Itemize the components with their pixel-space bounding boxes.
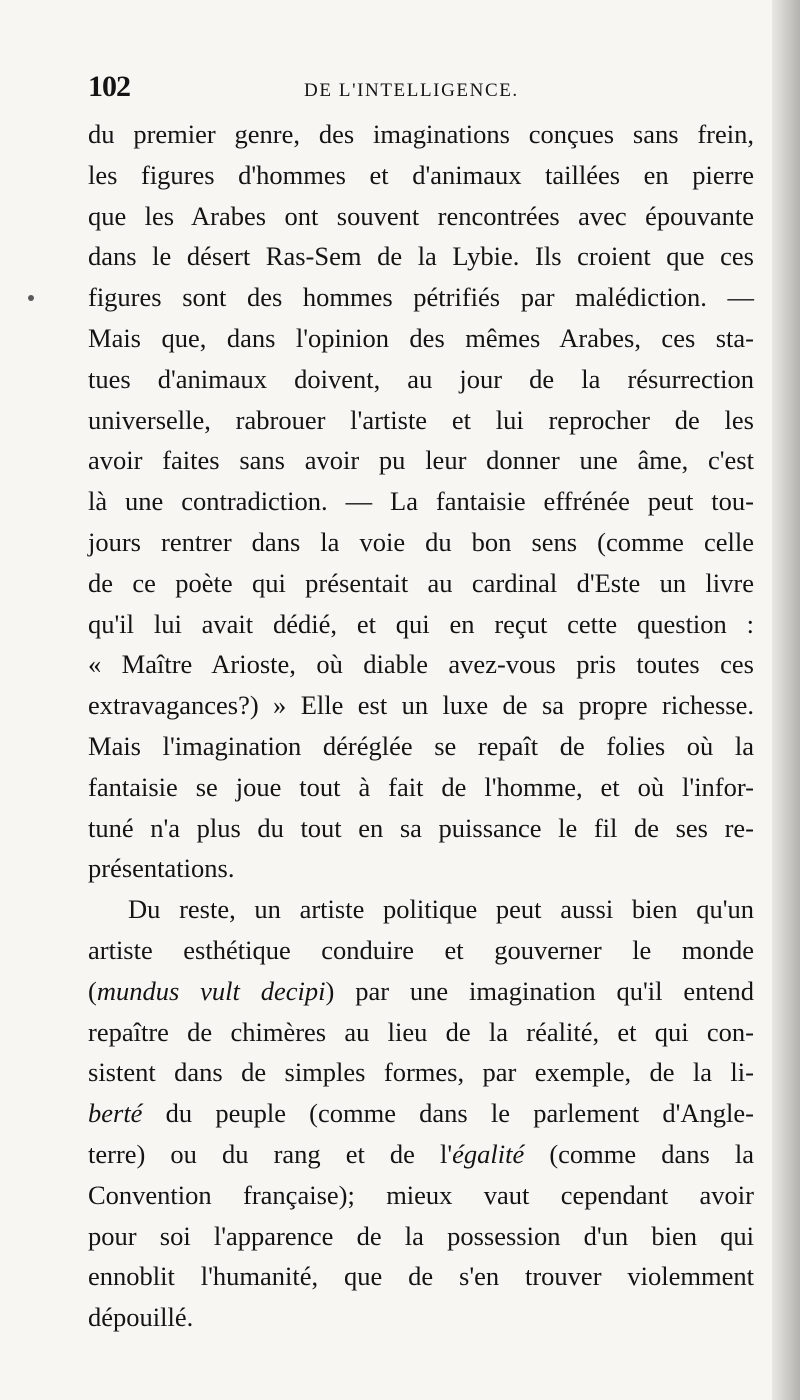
page-number: 102 xyxy=(88,70,130,103)
text-line: tuné n'a plus du tout en sa puissance le fil de ses re- xyxy=(88,812,754,843)
text-line: tues d'animaux doivent, au jour de la résurrection xyxy=(88,363,754,394)
text-segment: du peuple (comme dans le parlement d'Angle- xyxy=(142,1098,754,1129)
text-line: que les Arabes ont souvent rencontrées avec épouvante xyxy=(88,200,754,231)
text-line: universelle, rabrouer l'artiste et lui reprocher de les xyxy=(88,404,754,435)
text-segment: terre) ou du rang et de l' xyxy=(88,1138,453,1169)
text-line: fantaisie se joue tout à fait de l'homme, et où l'infor- xyxy=(88,771,754,802)
text-line: Convention française); mieux vaut cependant avoir xyxy=(88,1179,754,1210)
text-line: les figures d'hommes et d'animaux taillées en pierre xyxy=(88,159,754,190)
text-line: pour soi l'apparence de la possession d'un bien qui xyxy=(88,1220,754,1251)
text-line: jours rentrer dans la voie du bon sens (comme celle xyxy=(88,526,754,557)
paragraph-end-line: présentations. xyxy=(88,853,235,884)
text-segment: ) par une imagination qu'il entend xyxy=(325,975,755,1006)
text-line: extravagances?) » Elle est un luxe de sa propre richesse. xyxy=(88,690,754,721)
running-title: DE L'INTELLIGENCE. xyxy=(304,80,519,101)
text-line: dans le désert Ras-Sem de la Lybie. Ils croient que ces xyxy=(88,241,754,272)
text-line: Mais l'imagination déréglée se repaît de folies où la xyxy=(88,730,754,761)
text-line: là une contradiction. — La fantaisie effrénée peut tou- xyxy=(88,486,754,517)
text-line: qu'il lui avait dédié, et qui en reçut cette question : xyxy=(88,608,754,639)
text-line: de ce poète qui présentait au cardinal d'Este un livre xyxy=(88,567,754,598)
text-line: sistent dans de simples formes, par exemple, de la li- xyxy=(88,1057,754,1088)
italic-word: berté xyxy=(88,1098,143,1129)
body-text xyxy=(88,114,754,1338)
text-line-with-italic xyxy=(88,1093,754,1134)
text-line: ennoblit l'humanité, que de s'en trouver violemment xyxy=(88,1261,754,1292)
paragraph-start-line: Du reste, un artiste politique peut aussi bien qu'un xyxy=(128,894,754,925)
text-line: Mais que, dans l'opinion des mêmes Arabes, ces sta- xyxy=(88,322,754,353)
text-segment: (comme dans la xyxy=(524,1138,754,1169)
text-line: repaître de chimères au lieu de la réalité, et qui con- xyxy=(88,1016,754,1047)
text-line: artiste esthétique conduire et gouverner le monde xyxy=(88,934,754,965)
italic-latin-phrase: mundus vult decipi xyxy=(96,975,326,1006)
book-page xyxy=(88,70,754,1338)
text-line: figures sont des hommes pétrifiés par malédiction. — xyxy=(88,282,754,313)
text-line: du premier genre, des imaginations conçues sans frein, xyxy=(88,119,754,149)
paragraph-end-line: dépouillé. xyxy=(88,1302,194,1333)
text-segment: ( xyxy=(88,975,97,1006)
text-line: avoir faites sans avoir pu leur donner une âme, c'est xyxy=(88,445,754,476)
text-line: « Maître Arioste, où diable avez-vous pris toutes ces xyxy=(88,649,754,680)
italic-word: égalité xyxy=(452,1138,525,1169)
page-header xyxy=(88,70,754,114)
page-edge xyxy=(772,0,800,1400)
margin-ink-spot xyxy=(28,295,34,301)
text-line-with-italic xyxy=(88,971,754,1012)
text-line-with-italic xyxy=(88,1134,754,1175)
